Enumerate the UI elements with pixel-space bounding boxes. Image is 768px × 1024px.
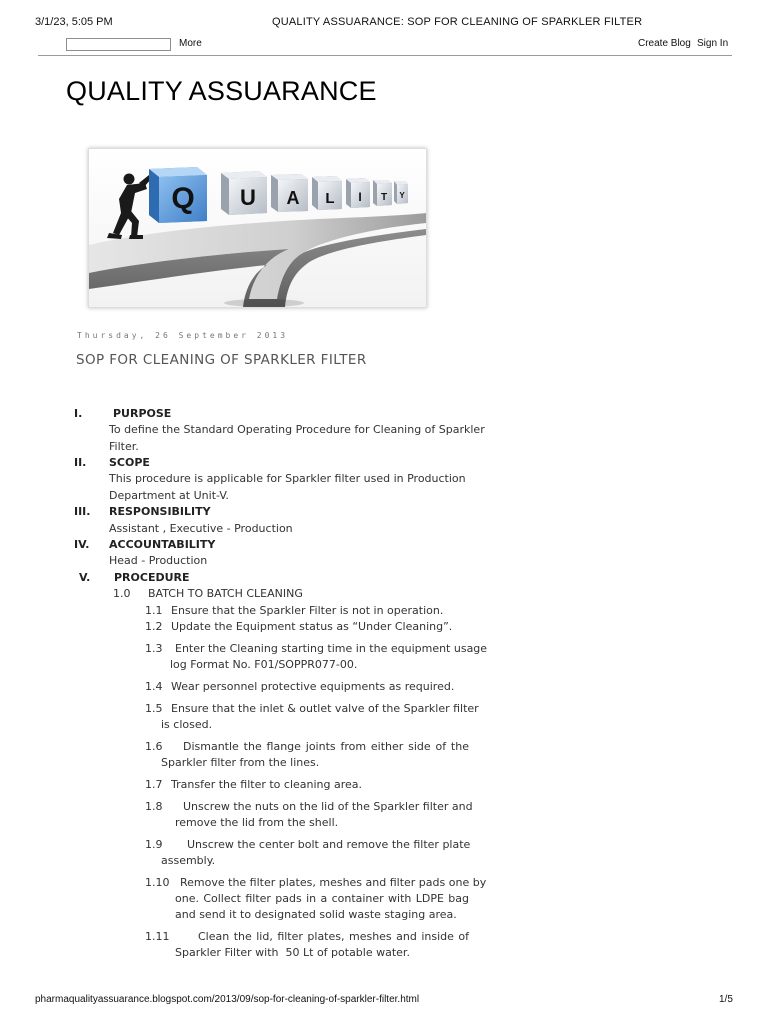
t-cube	[373, 180, 392, 206]
print-datetime: 3/1/23, 5:05 PM	[35, 16, 113, 28]
step-text: Remove the filter plates, meshes and filter pads one by	[180, 876, 487, 889]
section-text: This procedure is applicable for Sparkler filter used in Production	[109, 472, 466, 485]
step-text: Ensure that the Sparkler Filter is not in operation.	[171, 604, 444, 617]
create-blog-link[interactable]: Create Blog	[638, 38, 691, 49]
l-cube	[312, 176, 342, 210]
section-heading: ACCOUNTABILITY	[109, 538, 216, 551]
step-number: 1.9	[145, 838, 163, 851]
step-text: Ensure that the inlet & outlet valve of the Sparkler filter	[171, 702, 479, 715]
post-date: Thursday, 26 September 2013	[77, 331, 289, 340]
step-text: remove the lid from the shell.	[175, 816, 339, 829]
step-text: Sparkler filter from the lines.	[161, 756, 320, 769]
q-cube	[149, 167, 207, 223]
section-number: II.	[74, 456, 87, 469]
print-header	[0, 16, 768, 30]
step-number: 1.5	[145, 702, 163, 715]
section-number: I.	[74, 407, 83, 420]
step-text: Update the Equipment status as “Under Cleaning”.	[171, 620, 453, 633]
cube-letter-u: U	[240, 185, 256, 210]
print-url: pharmaqualityassuarance.blogspot.com/2013/09/sop-for-cleaning-of-sparkler-filter.html	[35, 994, 420, 1005]
step-number: 1.8	[145, 800, 163, 813]
blog-title[interactable]: QUALITY ASSUARANCE	[66, 76, 377, 106]
section-text: Filter.	[109, 440, 139, 453]
step-text: one. Collect filter pads in a container with LDPE bag	[175, 892, 469, 905]
print-footer	[0, 994, 768, 1008]
step-text: and send it to designated solid waste staging area.	[175, 908, 457, 921]
step-text: Enter the Cleaning starting time in the equipment usage	[175, 642, 488, 655]
section-heading: SCOPE	[109, 456, 150, 469]
step-text: assembly.	[161, 854, 216, 867]
cube-letter-l: L	[325, 190, 335, 207]
section-heading: RESPONSIBILITY	[109, 505, 211, 518]
cube-letter-y: Y	[399, 191, 405, 200]
cube-letter-i: I	[358, 190, 362, 204]
more-link[interactable]: More	[179, 38, 202, 49]
cube-letter-t: T	[380, 192, 388, 203]
step-text: Transfer the filter to cleaning area.	[171, 778, 363, 791]
quality-header-image	[88, 148, 427, 308]
step-text: log Format No. F01/SOPPR077-00.	[170, 658, 358, 671]
section-text: Head - Production	[109, 554, 208, 567]
step-number: 1.10	[145, 876, 170, 889]
u-cube	[221, 171, 267, 215]
step-text: Clean the lid, filter plates, meshes and inside of	[198, 930, 469, 943]
step-text: Wear personnel protective equipments as required.	[171, 680, 455, 693]
section-text: Department at Unit-V.	[109, 489, 229, 502]
section-heading: PROCEDURE	[114, 571, 190, 584]
step-text: is closed.	[161, 718, 213, 731]
step-number: 1.11	[145, 930, 170, 943]
section-heading: PURPOSE	[113, 407, 172, 420]
i-cube	[346, 178, 370, 208]
section-text: To define the Standard Operating Procedure for Cleaning of Sparkler	[109, 423, 485, 436]
search-input[interactable]	[66, 38, 171, 51]
step-number: 1.6	[145, 740, 163, 753]
step-number: 1.1	[145, 604, 163, 617]
step-number: 1.2	[145, 620, 163, 633]
y-cube	[394, 181, 408, 204]
step-number: 1.3	[145, 642, 163, 655]
blogger-navbar	[38, 36, 732, 56]
step-number: 1.7	[145, 778, 163, 791]
step-text: Dismantle the flange joints from either side of the	[183, 740, 469, 753]
print-page-title: QUALITY ASSUARANCE: SOP FOR CLEANING OF SPARKLER FILTER	[272, 16, 643, 28]
a-cube	[271, 174, 308, 212]
sign-in-link[interactable]: Sign In	[697, 38, 729, 49]
subsection-heading: BATCH TO BATCH CLEANING	[148, 587, 303, 600]
cube-letter-q: Q	[171, 182, 195, 215]
section-number: IV.	[74, 538, 90, 551]
step-text: Sparkler Filter with 50 Lt of potable water.	[175, 946, 410, 959]
print-page-number: 1/5	[719, 994, 733, 1005]
subsection-number: 1.0	[113, 587, 131, 600]
section-number: III.	[74, 505, 91, 518]
cube-letter-a: A	[286, 188, 300, 208]
post-title[interactable]: SOP FOR CLEANING OF SPARKLER FILTER	[76, 352, 367, 368]
step-number: 1.4	[145, 680, 163, 693]
step-text: Unscrew the center bolt and remove the filter plate	[187, 838, 471, 851]
section-text: Assistant , Executive - Production	[109, 522, 293, 535]
section-number: V.	[79, 571, 91, 584]
step-text: Unscrew the nuts on the lid of the Sparkler filter and	[183, 800, 473, 813]
